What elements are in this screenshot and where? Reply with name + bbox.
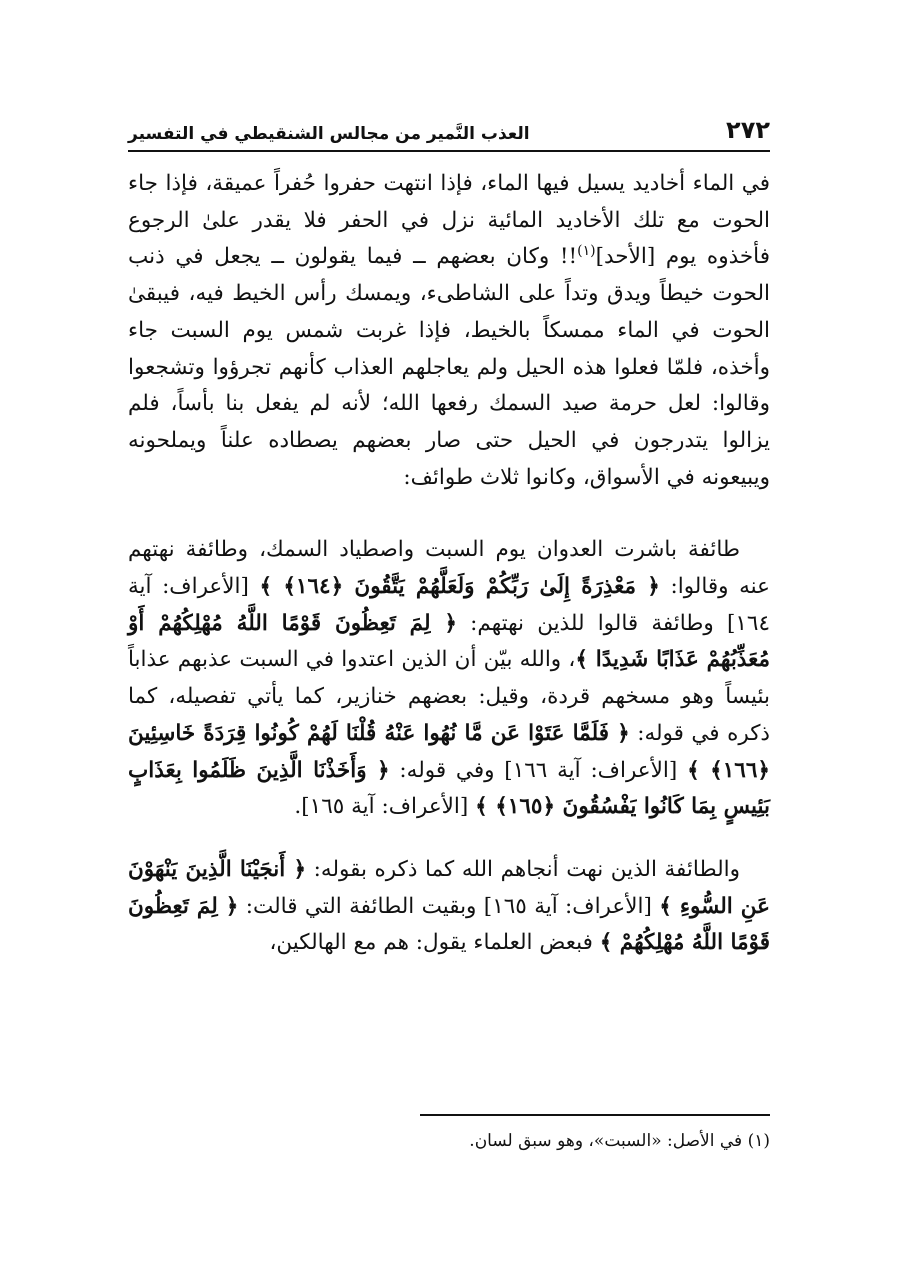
running-header [128,108,770,144]
paragraph-3-text-c: فبعض العلماء يقول: هم مع الهالكين، [269,930,600,956]
quran-quote-1: ﴿ مَعْذِرَةً إِلَىٰ رَبِّكُمْ وَلَعَلَّهُمْ يَتَّقُونَ ﴿١٦٤﴾ ﴾ [259,574,660,600]
book-title: العذب النَّمير من مجالس الشنقيطي في التفسير [128,124,530,144]
paragraph-1 [128,166,770,496]
paragraph-2-text-e: [الأعراف: آية ١٦٥]. [294,794,476,820]
paragraph-2-text-b: [الأعراف: آية ١٦٤] وطائفة قالوا للذين نهتهم: [128,574,770,636]
quran-quote-2: ﴿ لِمَ تَعِظُونَ قَوْمًا اللَّهُ مُهْلِكُهُمْ أَوْ مُعَذِّبُهُمْ عَذَابًا شَدِيدًا ﴾ [128,610,770,673]
paragraph-3-text-b: [الأعراف: آية ١٦٥] وبقيت الطائفة التي قالت: [238,893,660,919]
quran-quote-6: ﴿ لِمَ تَعِظُونَ قَوْمًا اللَّهُ مُهْلِكُهُمْ ﴾ [128,893,770,956]
paragraph-3-text-a: والطائفة الذين نهت أنجاهم الله كما ذكره بقوله: [306,856,741,882]
paragraph-2-text-a: طائفة باشرت العدوان يوم السبت واصطياد السمك، وطائفة نهتهم عنه وقالوا: [128,537,770,600]
quran-quote-3: ﴿ فَلَمَّا عَتَوْا عَن مَّا نُهُوا عَنْهُ قُلْنَا لَهُمْ كُونُوا قِرَدَةً خَاسِئِينَ ﴿١٦٦﴾ ﴾ [128,720,770,783]
footnote: (١) في الأصل: «السبت»، وهو سبق لسان. [469,1131,770,1151]
paragraph-2-text-c: ، والله بيّن أن الذين اعتدوا في السبت عذبهم عذاباً بئيساً وهو مسخهم قردة، وقيل: بعضهم خنازير، كما يأتي تفصيله، كما ذكره في قوله: [128,647,771,746]
quran-quote-4: ﴿ وَأَخَذْنَا الَّذِينَ ظَلَمُوا بِعَذَابٍ بَئِيسٍ بِمَا كَانُوا يَفْسُقُونَ ﴿١٦٥﴾ ﴾ [128,757,770,820]
quran-quote-5: ﴿ أَنجَيْنَا الَّذِينَ يَنْهَوْنَ عَنِ السُّوءِ ﴾ [128,856,770,919]
paragraph-1-text-b: !! وكان بعضهم ــ فيما يقولون ــ يجعل في ذنب الحوت خيطاً ويدق وتداً على الشاطىء، ويمسك رأس الخيط فيه، فيبقىٰ الحوت في الماء ممسكاً بالخيط، فإذا غربت شمس يوم السبت جاء وأخذه، فلمّا فعلوا هذه الحيل ولم يعاجلهم العذاب كأنهم تجرؤوا وتشجعوا وقالوا: لعل حرمة صيد السمك رفعها الله؛ لأنه لم يفعل بنا بأساً، فلم يزالوا يتدرجون في الحيل حتى صار بعضهم يصطاده علناً ويملحونه ويبيعونه في الأسواق، وكانوا ثلاث طوائف: [128,244,770,490]
main-text [128,166,770,962]
paragraph-3 [128,852,770,962]
footnote-reference: (١) [577,243,596,260]
page-number: ٢٧٢ [726,116,770,144]
paragraph-1-text-a: في الماء أخاديد يسيل فيها الماء، فإذا انتهت حفروا حُفراً عميقة، فإذا جاء الحوت مع تلك الأخاديد المائية نزل في الحفر فلا يقدر علىٰ الرجوع فأخذوه يوم [الأحد] [128,171,770,270]
header-divider [128,150,770,152]
paragraph-2 [128,532,770,826]
paragraph-2-text-d: [الأعراف: آية ١٦٦] وفي قوله: [389,757,688,783]
footnote-divider [420,1114,770,1116]
